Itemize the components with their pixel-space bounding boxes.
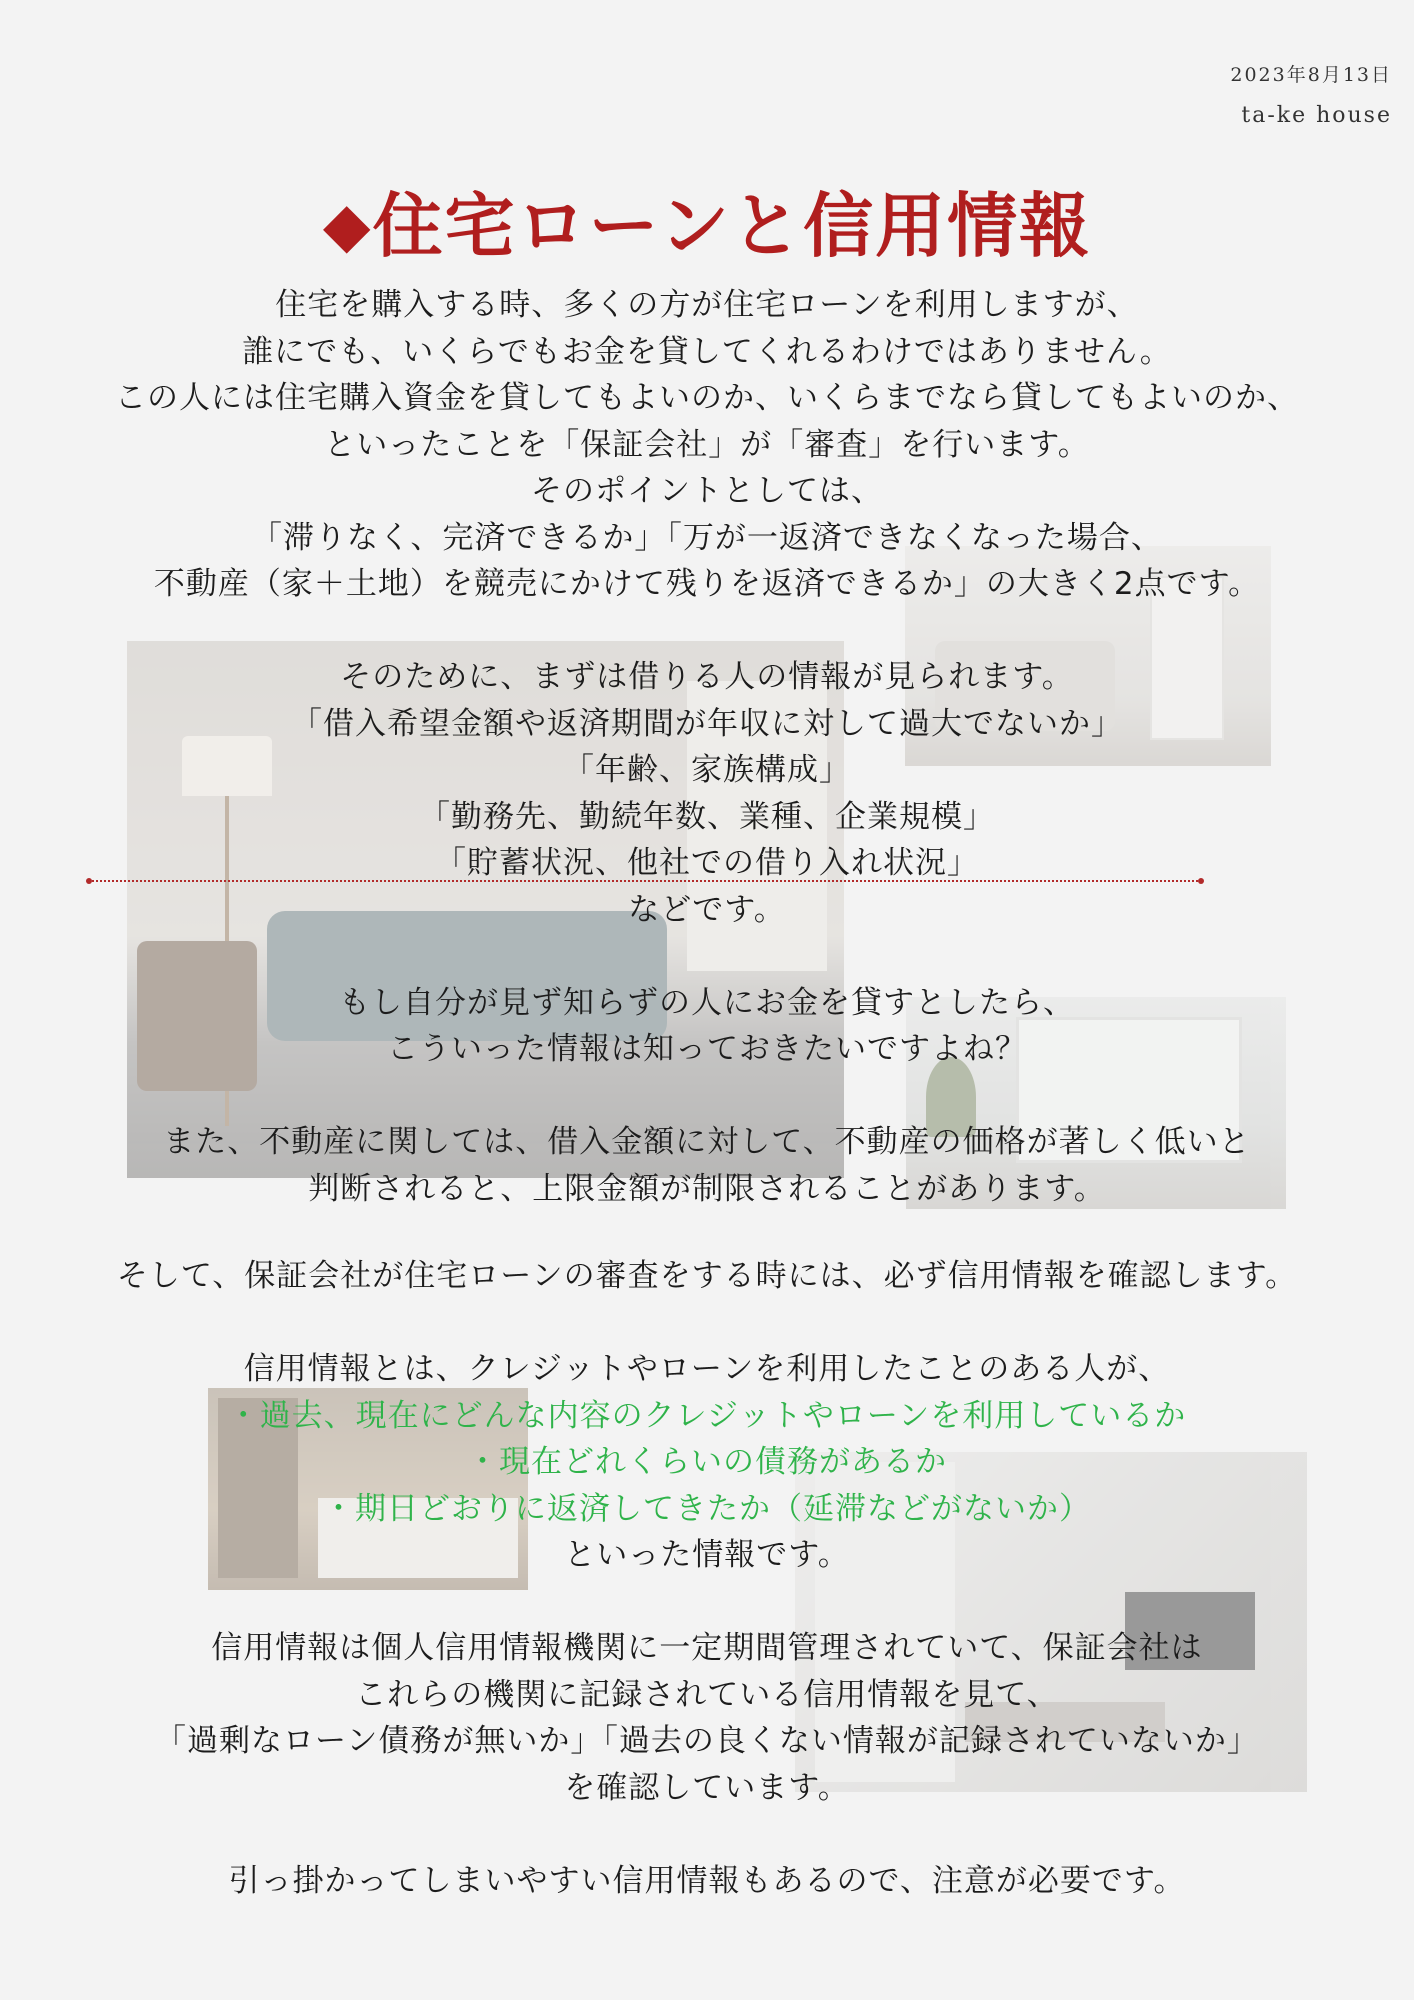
- text-line: 「過剰なローン債務が無いか」「過去の良くない情報が記録されていないか」: [155, 1723, 1259, 1759]
- text-line: 住宅を購入する時、多くの方が住宅ローンを利用しますが、: [275, 287, 1139, 323]
- text-line: そして、保証会社が住宅ローンの審査をする時には、必ず信用情報を確認します。: [116, 1258, 1298, 1294]
- text-line: といったことを「保証会社」が「審査」を行います。: [324, 426, 1090, 463]
- text-line: などです。: [628, 891, 786, 928]
- text-line: こういった情報は知っておきたいですよね？: [387, 1031, 1027, 1067]
- brand-label: ta-ke house: [1241, 103, 1392, 128]
- text-line: 「借入希望金額や返済期間が年収に対して過大でないか」: [291, 705, 1123, 742]
- text-line: これらの機関に記録されている信用情報を見て、: [355, 1676, 1059, 1713]
- text-line: 「貯蓄状況、他社での借り入れ状況」: [435, 845, 979, 881]
- text-line: 「滞りなく、完済できるか」「万が一返済できなくなった場合、: [251, 519, 1163, 556]
- text-line: 判断されると、上限金額が制限されることがあります。: [308, 1170, 1106, 1207]
- text-line: 「勤務先、勤続年数、業種、企業規模」: [419, 798, 995, 835]
- text-line: といった情報です。: [564, 1537, 850, 1573]
- text-line: 信用情報とは、クレジットやローンを利用したことのある人が、: [243, 1351, 1171, 1387]
- intro-block: [0, 282, 1414, 1212]
- text-line: そのために、まずは借りる人の情報が見られます。: [340, 659, 1074, 695]
- text-line: 引っ掛かってしまいやすい信用情報もあるので、注意が必要です。: [228, 1862, 1186, 1899]
- highlight-line: ・現在どれくらいの債務があるか: [467, 1444, 947, 1480]
- text-line: 不動産（家＋土地）を競売にかけて残りを返済できるか」の大きく2点です。: [153, 566, 1261, 602]
- text-line: 信用情報は個人信用情報機関に一定期間管理されていて、保証会社は: [211, 1630, 1203, 1666]
- text-line: を確認しています。: [564, 1769, 850, 1806]
- text-line: もし自分が見ず知らずの人にお金を貸すとしたら、: [339, 984, 1075, 1021]
- text-line: 「年齢、家族構成」: [563, 752, 851, 788]
- text-line: そのポイントとしては、: [531, 473, 883, 509]
- text-line: また、不動産に関しては、借入金額に対して、不動産の価格が著しく低いと: [163, 1124, 1251, 1160]
- credit-block: [0, 1253, 1414, 1904]
- text-line: 誰にでも、いくらでもお金を貸してくれるわけではありません。: [242, 333, 1172, 370]
- highlight-line: ・期日どおりに返済してきたか（延滞などがないか）: [323, 1490, 1091, 1527]
- page-title: [0, 170, 1414, 271]
- page-title-text: 住宅ローンと信用情報: [372, 185, 1092, 267]
- diamond-icon: ◆: [322, 188, 373, 261]
- text-line: この人には住宅購入資金を貸してもよいのか、いくらまでなら貸してもよいのか、: [115, 380, 1299, 416]
- date-label: 2023年8月13日: [1230, 64, 1392, 86]
- highlight-line: ・過去、現在にどんな内容のクレジットやローンを利用しているか: [227, 1397, 1187, 1434]
